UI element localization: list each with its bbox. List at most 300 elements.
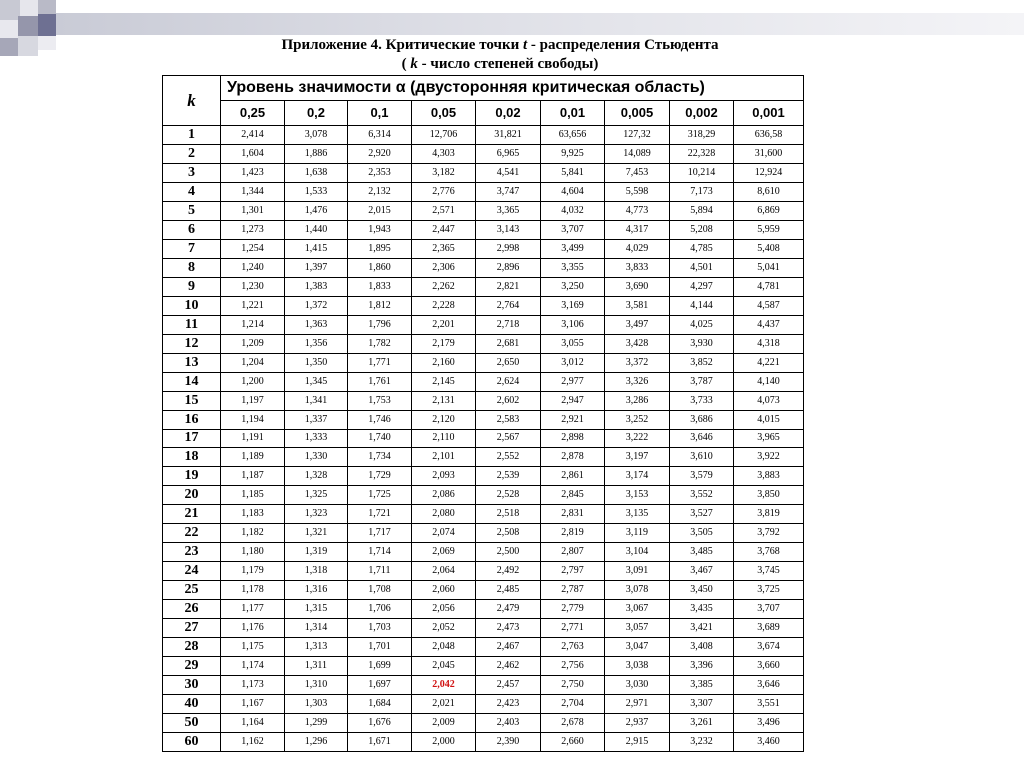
critical-value-cell: 1,746 <box>348 410 412 429</box>
table-row <box>163 182 804 201</box>
critical-value-cell: 1,721 <box>348 505 412 524</box>
significance-levels-row <box>163 101 804 126</box>
critical-value-cell: 2,473 <box>476 619 541 638</box>
critical-value-cell: 2,528 <box>476 486 541 505</box>
critical-value-cell: 4,303 <box>412 144 476 163</box>
critical-value-cell: 5,208 <box>670 220 734 239</box>
significance-level-cell: 0,005 <box>605 101 670 126</box>
critical-value-cell: 1,383 <box>285 277 348 296</box>
critical-value-cell: 2,750 <box>541 676 605 695</box>
critical-value-cell: 4,221 <box>734 353 804 372</box>
critical-value-cell: 6,965 <box>476 144 541 163</box>
critical-value-cell: 1,221 <box>221 296 285 315</box>
significance-level-cell: 0,001 <box>734 101 804 126</box>
critical-value-cell: 3,787 <box>670 372 734 391</box>
critical-value-cell: 1,740 <box>348 429 412 448</box>
critical-value-cell: 1,179 <box>221 562 285 581</box>
critical-value-cell: 3,646 <box>670 429 734 448</box>
critical-value-cell: 3,581 <box>605 296 670 315</box>
critical-value-cell: 22,328 <box>670 144 734 163</box>
critical-value-cell: 1,303 <box>285 695 348 714</box>
title-suffix: - распределения Стьюдента <box>527 37 719 53</box>
critical-value-cell: 1,734 <box>348 448 412 467</box>
decor-square <box>18 16 38 36</box>
critical-value-cell: 2,179 <box>412 334 476 353</box>
subtitle-variable-k: k <box>410 56 418 72</box>
subtitle-prefix: ( <box>401 56 411 72</box>
critical-value-cell: 1,185 <box>221 486 285 505</box>
significance-level-cell: 0,02 <box>476 101 541 126</box>
critical-value-cell: 3,551 <box>734 695 804 714</box>
critical-value-cell: 2,045 <box>412 657 476 676</box>
critical-value-cell: 3,930 <box>670 334 734 353</box>
critical-value-cell: 127,32 <box>605 126 670 145</box>
critical-value-cell: 4,501 <box>670 258 734 277</box>
critical-value-cell: 63,656 <box>541 126 605 145</box>
significance-level-cell: 0,2 <box>285 101 348 126</box>
page-title <box>120 36 880 55</box>
critical-value-cell: 1,319 <box>285 543 348 562</box>
critical-value-cell: 3,497 <box>605 315 670 334</box>
critical-value-cell: 1,671 <box>348 733 412 752</box>
critical-value-cell: 2,080 <box>412 505 476 524</box>
title-prefix: Приложение 4. Критические точки <box>281 37 523 53</box>
critical-value-cell: 1,175 <box>221 638 285 657</box>
critical-value-cell: 4,032 <box>541 201 605 220</box>
critical-value-cell: 3,965 <box>734 429 804 448</box>
critical-value-cell: 3,012 <box>541 353 605 372</box>
critical-value-cell: 1,189 <box>221 448 285 467</box>
critical-value-cell: 2,807 <box>541 543 605 562</box>
student-t-critical-table <box>162 75 804 752</box>
table-row <box>163 733 804 752</box>
critical-value-cell: 3,707 <box>734 600 804 619</box>
degrees-of-freedom-cell: 11 <box>163 315 221 334</box>
table-row <box>163 410 804 429</box>
table-row <box>163 429 804 448</box>
critical-value-cell: 2,518 <box>476 505 541 524</box>
critical-value-cell: 4,437 <box>734 315 804 334</box>
degrees-of-freedom-cell: 30 <box>163 676 221 695</box>
critical-value-cell: 4,785 <box>670 239 734 258</box>
significance-level-cell: 0,002 <box>670 101 734 126</box>
critical-value-cell: 2,101 <box>412 448 476 467</box>
table-row <box>163 714 804 733</box>
page-subtitle <box>120 55 880 74</box>
critical-value-cell: 1,313 <box>285 638 348 657</box>
critical-value-cell: 1,440 <box>285 220 348 239</box>
critical-value-cell: 2,447 <box>412 220 476 239</box>
table-row <box>163 486 804 505</box>
degrees-of-freedom-cell: 16 <box>163 410 221 429</box>
critical-value-cell: 3,725 <box>734 581 804 600</box>
critical-value-cell: 3,485 <box>670 543 734 562</box>
critical-value-cell: 2,650 <box>476 353 541 372</box>
critical-value-cell: 1,638 <box>285 163 348 182</box>
critical-value-cell: 3,496 <box>734 714 804 733</box>
critical-value-cell: 2,756 <box>541 657 605 676</box>
critical-value-cell: 1,397 <box>285 258 348 277</box>
critical-value-cell: 1,812 <box>348 296 412 315</box>
critical-value-cell: 2,390 <box>476 733 541 752</box>
critical-value-cell: 2,787 <box>541 581 605 600</box>
critical-value-cell: 2,660 <box>541 733 605 752</box>
critical-value-cell: 3,286 <box>605 391 670 410</box>
critical-value-cell: 3,153 <box>605 486 670 505</box>
critical-value-cell: 3,435 <box>670 600 734 619</box>
critical-value-cell: 4,144 <box>670 296 734 315</box>
critical-value-cell: 2,353 <box>348 163 412 182</box>
degrees-of-freedom-cell: 7 <box>163 239 221 258</box>
subtitle-suffix: - число степеней свободы) <box>417 56 599 72</box>
critical-value-cell: 2,060 <box>412 581 476 600</box>
table-row <box>163 467 804 486</box>
critical-value-cell: 2,056 <box>412 600 476 619</box>
critical-value-cell: 3,505 <box>670 524 734 543</box>
degrees-of-freedom-cell: 23 <box>163 543 221 562</box>
critical-value-cell: 1,194 <box>221 410 285 429</box>
critical-value-cell: 2,602 <box>476 391 541 410</box>
critical-value-cell: 3,143 <box>476 220 541 239</box>
degrees-of-freedom-cell: 60 <box>163 733 221 752</box>
critical-value-cell: 2,831 <box>541 505 605 524</box>
degrees-of-freedom-cell: 10 <box>163 296 221 315</box>
critical-value-cell: 1,337 <box>285 410 348 429</box>
critical-value-cell: 3,106 <box>541 315 605 334</box>
critical-value-cell: 1,350 <box>285 353 348 372</box>
critical-value-cell: 1,415 <box>285 239 348 258</box>
critical-value-cell: 1,164 <box>221 714 285 733</box>
table-row <box>163 391 804 410</box>
critical-value-cell: 4,773 <box>605 201 670 220</box>
critical-value-cell: 3,355 <box>541 258 605 277</box>
table-row <box>163 676 804 695</box>
decor-square <box>38 0 56 14</box>
critical-value-cell: 4,587 <box>734 296 804 315</box>
critical-value-cell: 12,924 <box>734 163 804 182</box>
table-row <box>163 353 804 372</box>
critical-value-cell: 1,191 <box>221 429 285 448</box>
degrees-of-freedom-cell: 27 <box>163 619 221 638</box>
critical-value-cell: 2,915 <box>605 733 670 752</box>
critical-value-cell: 1,187 <box>221 467 285 486</box>
critical-value-cell: 1,345 <box>285 372 348 391</box>
critical-value-cell: 2,479 <box>476 600 541 619</box>
degrees-of-freedom-cell: 9 <box>163 277 221 296</box>
critical-value-cell: 3,646 <box>734 676 804 695</box>
significance-level-cell: 0,25 <box>221 101 285 126</box>
critical-value-cell: 1,363 <box>285 315 348 334</box>
critical-value-cell: 5,041 <box>734 258 804 277</box>
critical-value-cell: 1,771 <box>348 353 412 372</box>
critical-value-cell: 1,725 <box>348 486 412 505</box>
critical-value-cell: 3,421 <box>670 619 734 638</box>
critical-value-cell: 2,015 <box>348 201 412 220</box>
critical-value-cell: 1,356 <box>285 334 348 353</box>
degrees-of-freedom-cell: 14 <box>163 372 221 391</box>
critical-value-cell: 3,707 <box>541 220 605 239</box>
critical-value-cell: 1,316 <box>285 581 348 600</box>
critical-value-cell: 1,162 <box>221 733 285 752</box>
table-row <box>163 657 804 676</box>
critical-value-cell: 2,845 <box>541 486 605 505</box>
critical-value-cell: 1,240 <box>221 258 285 277</box>
critical-value-cell: 3,733 <box>670 391 734 410</box>
critical-value-cell: 3,385 <box>670 676 734 695</box>
critical-value-cell: 4,318 <box>734 334 804 353</box>
decor-square <box>18 36 38 56</box>
table-row <box>163 505 804 524</box>
degrees-of-freedom-cell: 50 <box>163 714 221 733</box>
critical-value-cell: 1,604 <box>221 144 285 163</box>
critical-value-cell: 4,015 <box>734 410 804 429</box>
critical-value-cell: 1,311 <box>285 657 348 676</box>
critical-value-cell: 2,110 <box>412 429 476 448</box>
critical-value-cell: 2,764 <box>476 296 541 315</box>
critical-value-cell: 3,819 <box>734 505 804 524</box>
critical-value-cell: 2,718 <box>476 315 541 334</box>
critical-value-cell: 1,372 <box>285 296 348 315</box>
critical-value-cell: 2,500 <box>476 543 541 562</box>
degrees-of-freedom-cell: 29 <box>163 657 221 676</box>
critical-value-cell: 2,624 <box>476 372 541 391</box>
critical-value-cell: 1,886 <box>285 144 348 163</box>
critical-value-cell: 31,821 <box>476 126 541 145</box>
critical-value-cell: 1,796 <box>348 315 412 334</box>
critical-value-cell: 1,315 <box>285 600 348 619</box>
critical-value-cell: 636,58 <box>734 126 804 145</box>
critical-value-cell: 4,604 <box>541 182 605 201</box>
critical-value-cell: 10,214 <box>670 163 734 182</box>
critical-value-cell: 3,396 <box>670 657 734 676</box>
critical-value-cell: 2,414 <box>221 126 285 145</box>
decor-square <box>0 20 18 38</box>
critical-value-cell: 3,408 <box>670 638 734 657</box>
critical-value-cell: 1,310 <box>285 676 348 695</box>
table-row <box>163 562 804 581</box>
critical-value-cell: 2,797 <box>541 562 605 581</box>
critical-value-cell: 3,222 <box>605 429 670 448</box>
critical-value-cell: 5,408 <box>734 239 804 258</box>
critical-value-cell: 5,841 <box>541 163 605 182</box>
critical-value-cell: 9,925 <box>541 144 605 163</box>
critical-value-cell: 1,182 <box>221 524 285 543</box>
critical-value-cell: 8,610 <box>734 182 804 201</box>
critical-value-cell: 1,782 <box>348 334 412 353</box>
critical-value-cell: 3,690 <box>605 277 670 296</box>
critical-value-cell: 3,169 <box>541 296 605 315</box>
critical-value-cell: 3,686 <box>670 410 734 429</box>
critical-value-cell: 2,819 <box>541 524 605 543</box>
critical-value-cell: 1,314 <box>285 619 348 638</box>
critical-value-cell: 1,344 <box>221 182 285 201</box>
critical-value-cell: 3,689 <box>734 619 804 638</box>
table-row <box>163 315 804 334</box>
critical-value-cell: 3,747 <box>476 182 541 201</box>
table-row <box>163 695 804 714</box>
degrees-of-freedom-cell: 5 <box>163 201 221 220</box>
decor-square <box>0 38 18 56</box>
critical-value-cell: 3,527 <box>670 505 734 524</box>
critical-value-cell: 2,704 <box>541 695 605 714</box>
critical-value-cell: 3,261 <box>670 714 734 733</box>
critical-value-cell: 3,745 <box>734 562 804 581</box>
critical-value-cell: 3,078 <box>605 581 670 600</box>
critical-value-cell: 2,009 <box>412 714 476 733</box>
critical-value-cell: 1,230 <box>221 277 285 296</box>
critical-value-cell: 2,821 <box>476 277 541 296</box>
critical-value-cell: 3,326 <box>605 372 670 391</box>
critical-value-cell: 2,921 <box>541 410 605 429</box>
critical-value-cell: 3,792 <box>734 524 804 543</box>
critical-value-cell: 3,660 <box>734 657 804 676</box>
degrees-of-freedom-cell: 26 <box>163 600 221 619</box>
critical-value-cell: 3,135 <box>605 505 670 524</box>
table-row <box>163 524 804 543</box>
critical-value-cell: 3,055 <box>541 334 605 353</box>
degrees-of-freedom-cell: 8 <box>163 258 221 277</box>
critical-value-cell: 1,180 <box>221 543 285 562</box>
critical-value-cell: 3,850 <box>734 486 804 505</box>
critical-value-cell: 2,069 <box>412 543 476 562</box>
critical-value-cell: 3,833 <box>605 258 670 277</box>
critical-value-cell: 31,600 <box>734 144 804 163</box>
critical-value-cell: 3,250 <box>541 277 605 296</box>
critical-value-cell: 2,681 <box>476 334 541 353</box>
critical-value-cell: 2,583 <box>476 410 541 429</box>
table-row <box>163 296 804 315</box>
table-row <box>163 448 804 467</box>
table-row <box>163 258 804 277</box>
table-row <box>163 144 804 163</box>
critical-value-cell: 3,372 <box>605 353 670 372</box>
degrees-of-freedom-cell: 19 <box>163 467 221 486</box>
critical-value-cell: 1,833 <box>348 277 412 296</box>
critical-value-cell: 4,317 <box>605 220 670 239</box>
critical-value-cell: 3,365 <box>476 201 541 220</box>
decor-square <box>20 0 38 16</box>
critical-value-cell: 2,403 <box>476 714 541 733</box>
critical-value-cell: 3,499 <box>541 239 605 258</box>
degrees-of-freedom-cell: 6 <box>163 220 221 239</box>
critical-value-cell: 4,073 <box>734 391 804 410</box>
critical-value-cell: 1,177 <box>221 600 285 619</box>
critical-value-cell: 2,064 <box>412 562 476 581</box>
critical-value-cell: 3,922 <box>734 448 804 467</box>
critical-value-cell: 5,598 <box>605 182 670 201</box>
degrees-of-freedom-cell: 20 <box>163 486 221 505</box>
critical-value-cell: 1,214 <box>221 315 285 334</box>
critical-value-cell: 3,038 <box>605 657 670 676</box>
critical-value-cell: 4,029 <box>605 239 670 258</box>
degrees-of-freedom-cell: 21 <box>163 505 221 524</box>
critical-value-cell: 1,753 <box>348 391 412 410</box>
critical-value-cell: 2,861 <box>541 467 605 486</box>
critical-value-cell: 3,174 <box>605 467 670 486</box>
critical-value-cell: 2,485 <box>476 581 541 600</box>
critical-value-cell: 1,323 <box>285 505 348 524</box>
critical-value-cell: 2,898 <box>541 429 605 448</box>
critical-value-cell: 1,729 <box>348 467 412 486</box>
critical-value-cell: 2,776 <box>412 182 476 201</box>
table-row <box>163 600 804 619</box>
critical-value-cell: 2,508 <box>476 524 541 543</box>
critical-value-cell: 2,779 <box>541 600 605 619</box>
critical-value-cell: 3,067 <box>605 600 670 619</box>
critical-value-cell: 1,321 <box>285 524 348 543</box>
critical-value-cell: 5,959 <box>734 220 804 239</box>
critical-value-cell: 1,333 <box>285 429 348 448</box>
critical-value-cell: 1,708 <box>348 581 412 600</box>
critical-value-cell: 6,314 <box>348 126 412 145</box>
degrees-of-freedom-cell: 4 <box>163 182 221 201</box>
critical-value-cell: 2,021 <box>412 695 476 714</box>
critical-value-cell: 2,042 <box>412 676 476 695</box>
critical-value-cell: 1,703 <box>348 619 412 638</box>
critical-value-cell: 2,306 <box>412 258 476 277</box>
critical-value-cell: 2,878 <box>541 448 605 467</box>
critical-value-cell: 1,330 <box>285 448 348 467</box>
critical-value-cell: 3,030 <box>605 676 670 695</box>
critical-value-cell: 2,920 <box>348 144 412 163</box>
critical-value-cell: 1,717 <box>348 524 412 543</box>
critical-value-cell: 3,460 <box>734 733 804 752</box>
table-row <box>163 239 804 258</box>
degrees-of-freedom-cell: 25 <box>163 581 221 600</box>
critical-value-cell: 1,200 <box>221 372 285 391</box>
critical-value-cell: 3,091 <box>605 562 670 581</box>
critical-value-cell: 1,533 <box>285 182 348 201</box>
critical-value-cell: 2,937 <box>605 714 670 733</box>
table-row <box>163 163 804 182</box>
degrees-of-freedom-cell: 12 <box>163 334 221 353</box>
critical-value-cell: 2,093 <box>412 467 476 486</box>
critical-value-cell: 1,318 <box>285 562 348 581</box>
critical-value-cell: 3,450 <box>670 581 734 600</box>
degrees-of-freedom-cell: 28 <box>163 638 221 657</box>
table-row <box>163 277 804 296</box>
degrees-of-freedom-cell: 3 <box>163 163 221 182</box>
critical-value-cell: 1,178 <box>221 581 285 600</box>
critical-value-cell: 3,078 <box>285 126 348 145</box>
critical-value-cell: 1,254 <box>221 239 285 258</box>
table-row <box>163 638 804 657</box>
critical-value-cell: 12,706 <box>412 126 476 145</box>
table-row <box>163 220 804 239</box>
critical-value-cell: 1,699 <box>348 657 412 676</box>
critical-value-cell: 2,467 <box>476 638 541 657</box>
critical-value-cell: 3,104 <box>605 543 670 562</box>
critical-value-cell: 4,025 <box>670 315 734 334</box>
critical-value-cell: 2,423 <box>476 695 541 714</box>
critical-value-cell: 2,763 <box>541 638 605 657</box>
critical-value-cell: 1,341 <box>285 391 348 410</box>
critical-value-cell: 2,131 <box>412 391 476 410</box>
degrees-of-freedom-cell: 13 <box>163 353 221 372</box>
critical-value-cell: 3,883 <box>734 467 804 486</box>
critical-value-cell: 2,120 <box>412 410 476 429</box>
critical-value-cell: 1,701 <box>348 638 412 657</box>
critical-value-cell: 1,714 <box>348 543 412 562</box>
significance-level-cell: 0,01 <box>541 101 605 126</box>
critical-value-cell: 5,894 <box>670 201 734 220</box>
critical-value-cell: 1,684 <box>348 695 412 714</box>
table-row <box>163 334 804 353</box>
critical-value-cell: 1,183 <box>221 505 285 524</box>
critical-value-cell: 2,539 <box>476 467 541 486</box>
critical-value-cell: 2,262 <box>412 277 476 296</box>
critical-value-cell: 2,947 <box>541 391 605 410</box>
